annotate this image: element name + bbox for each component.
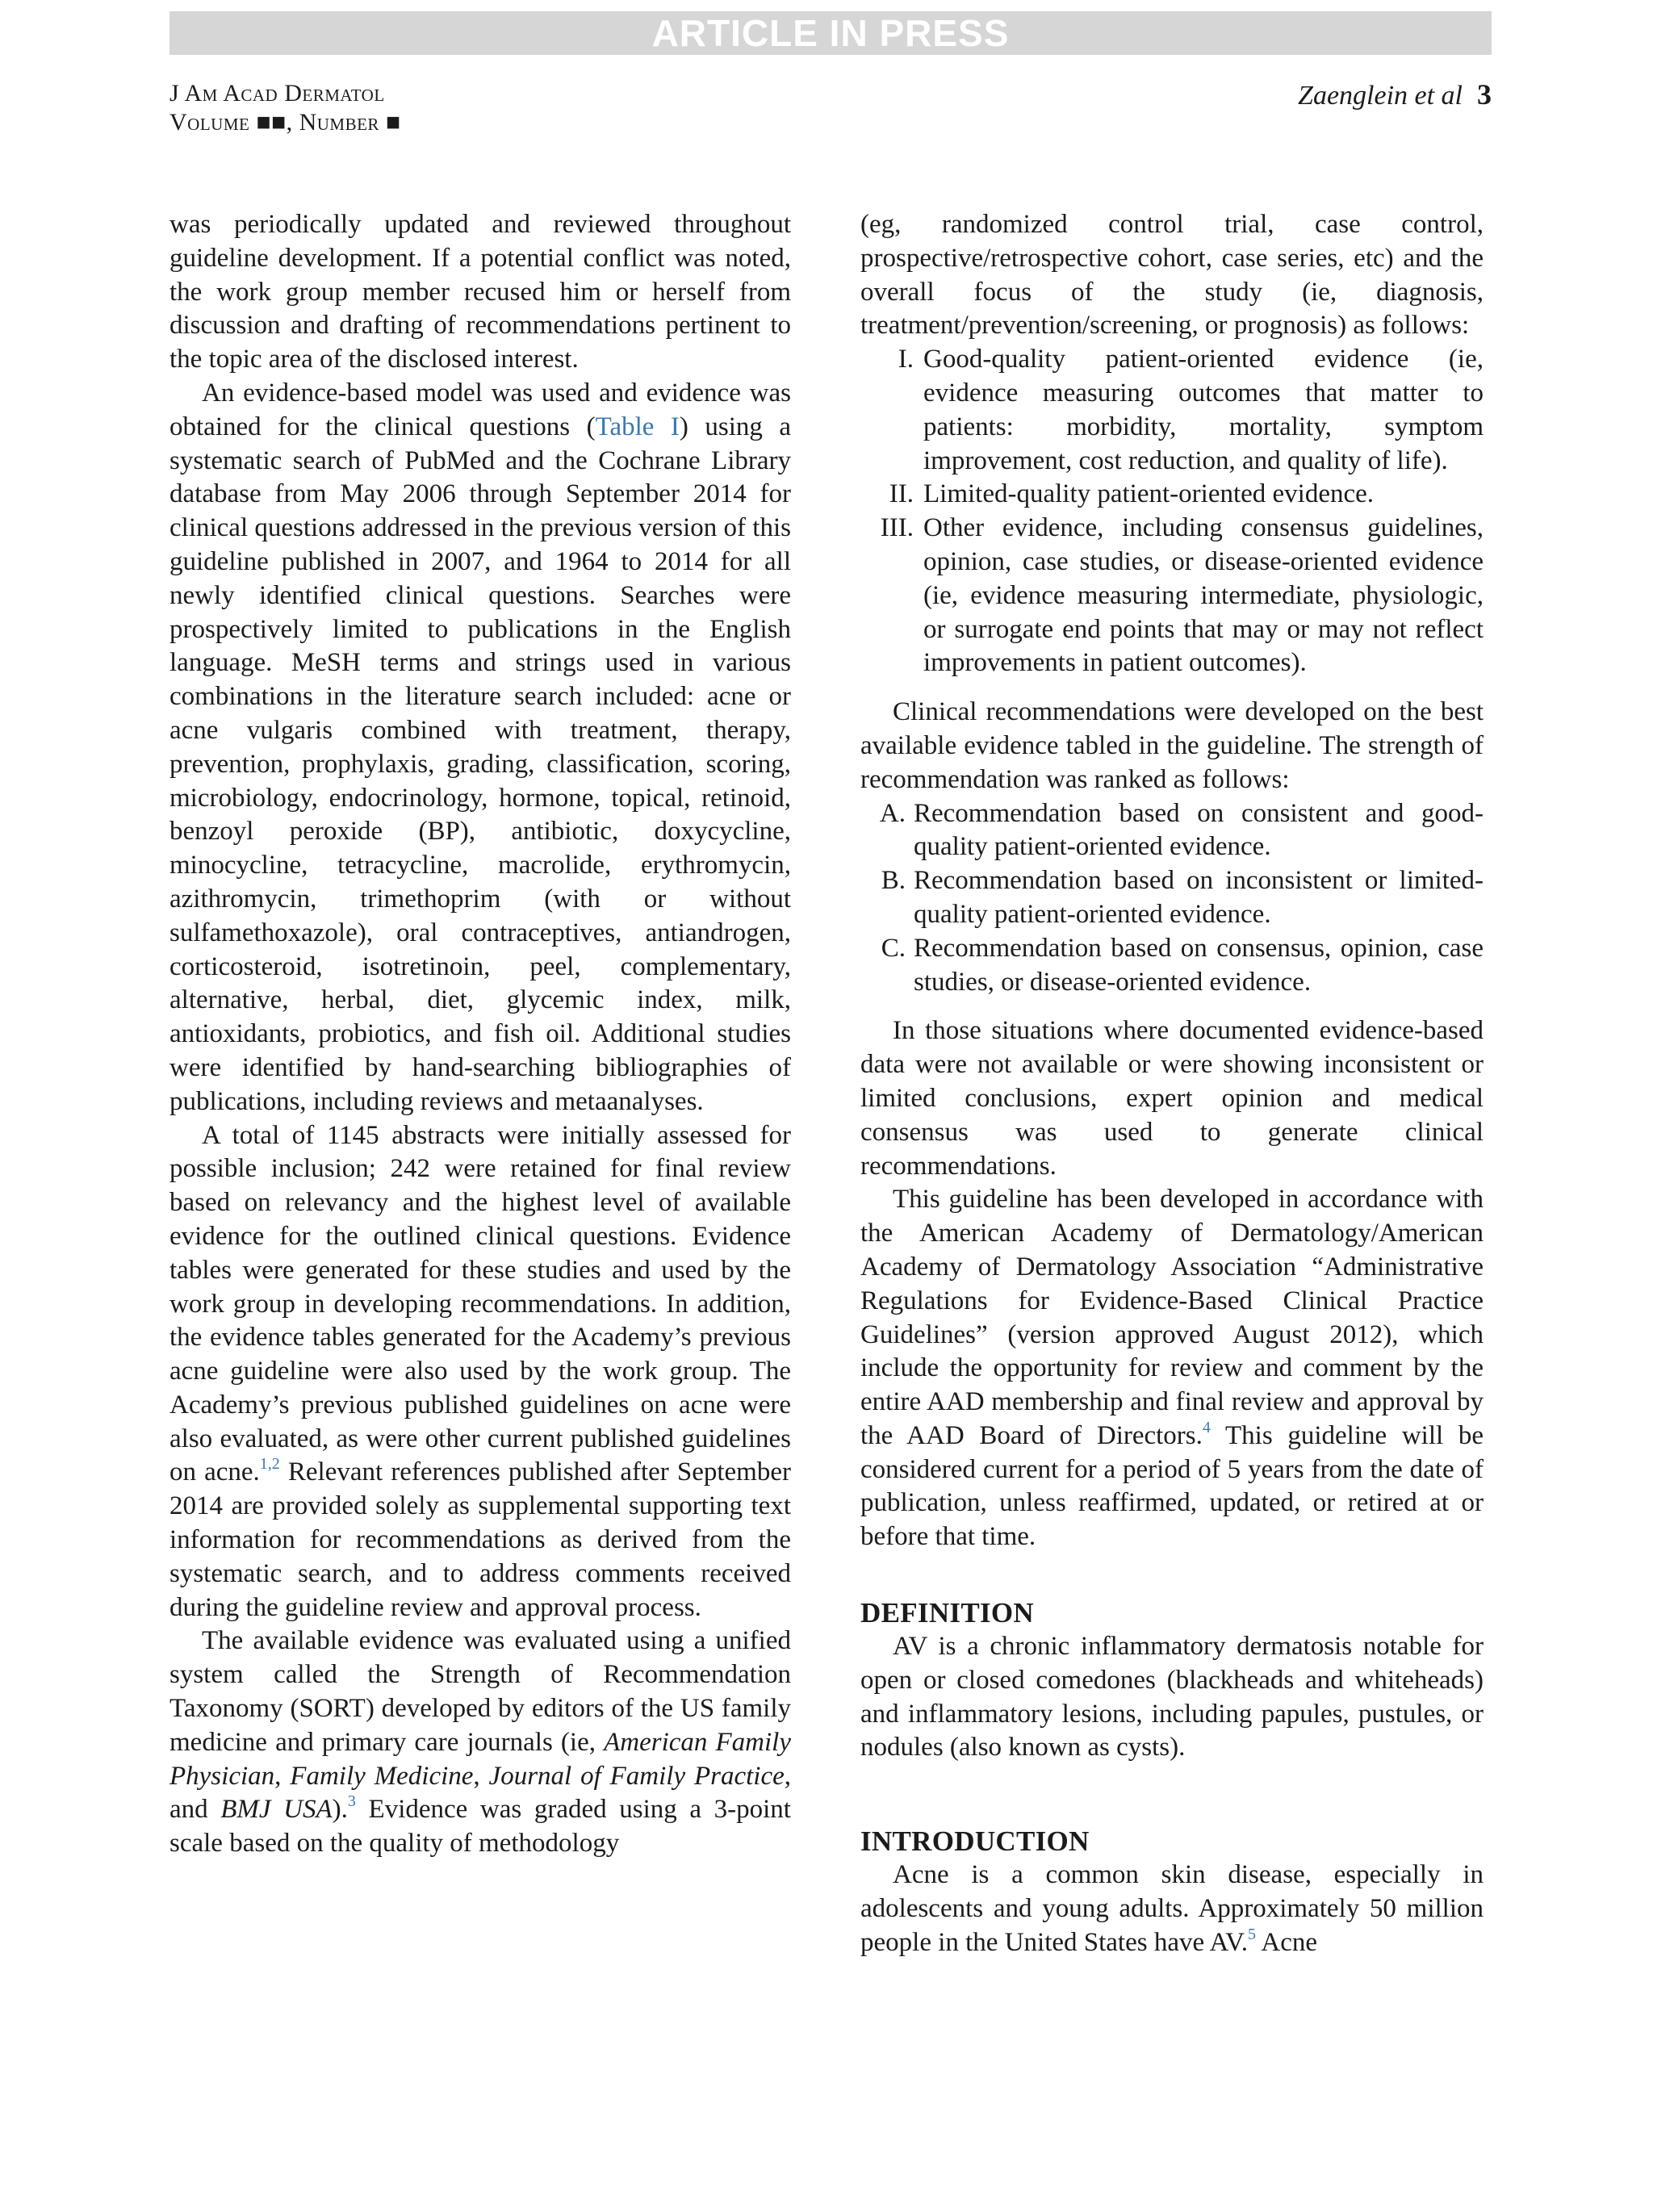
text: Evidence was graded using a 3-point scale based on the quality of methodology bbox=[169, 1795, 791, 1859]
evidence-levels-list bbox=[860, 343, 1484, 680]
list-text: Limited-quality patient-oriented evidence. bbox=[923, 479, 1375, 509]
list-marker: II. bbox=[889, 479, 914, 509]
text: ) using a systematic search of PubMed and the Cochrane Library database from May 2006 through September 2014 for clinical questions addressed in the previous version of this guideline published in 2007, and 1964 to 2014 for all newly identified clinical questions. Searches were prospectively limited to publications in the English language. MeSH terms and strings used in various combinations in the literature search included: acne or acne vulgaris combined with treatment, therapy, prevention, prophylaxis, grading, classification, scoring, microbiology, endocrinology, hormone, topical, retinoid, benzoyl peroxide (BP), antibiotic, doxycycline, minocycline, tetracycline, macrolide, erythromycin, azithromycin, trimethoprim (with or without sulfamethoxazole), oral contraceptives, antiandrogen, corticosteroid, isotretinoin, peel, complementary, alternative, herbal, diet, glycemic index, milk, antioxidants, probiotics, and fish oil. Additional studies were identified by hand-searching bibliographies of publications, including reviews and metaanalyses. bbox=[169, 412, 791, 1116]
text: An evidence-based model was used and evidence was obtained for the clinical questions ( bbox=[169, 378, 791, 441]
page-number: 3 bbox=[1477, 78, 1492, 111]
list-marker: B. bbox=[881, 866, 906, 896]
list-marker: III. bbox=[880, 513, 914, 543]
table-i-link[interactable]: Table I bbox=[595, 412, 680, 441]
text: , bbox=[473, 1761, 489, 1791]
list-item bbox=[860, 932, 1484, 1000]
paragraph-introduction bbox=[860, 1859, 1484, 1959]
citation-3[interactable]: 3 bbox=[347, 1792, 356, 1811]
paragraph-study-design: (eg, randomized control trial, case control, prospective/retrospective cohort, case series, etc) and the overall focus of the study (ie, diagnosis, treatment/prevention/screening, or prognosis) as follows: bbox=[860, 210, 1484, 341]
list-text: Good-quality patient-oriented evidence (ie, evidence measuring outcomes that matter to patients: morbidity, mortality, symptom improvement, cost reduction, and quality of life). bbox=[923, 345, 1484, 475]
list-marker: A. bbox=[879, 798, 906, 828]
paragraph-expert-opinion: In those situations where documented evidence-based data were not available or were showing inconsistent or limited conclusions, expert opinion and medical consensus was used to generate clinical recommendations. bbox=[860, 1016, 1484, 1181]
list-marker: I. bbox=[898, 345, 914, 374]
text: Relevant references published after September 2014 are provided solely as supplemental supporting text information for recommendations as derived from the systematic search, and to address comments received during the guideline review and approval process. bbox=[169, 1457, 791, 1622]
text: A total of 1145 abstracts were initially assessed for possible inclusion; 242 were retained for final review based on relevancy and the highest level of available evidence for the outlined clinical questions. Evidence tables were generated for these studies and used by the work group in developing recommendations. In addition, the evidence tables generated for the Academy’s previous acne guideline were also used by the work group. The Academy’s previous published guidelines on acne were also evaluated, as were other current published guidelines on acne. bbox=[169, 1120, 791, 1487]
text: Acne bbox=[1255, 1927, 1318, 1957]
journal-title: American Family Physician bbox=[169, 1727, 791, 1791]
list-marker: C. bbox=[881, 933, 906, 963]
heading-definition: DEFINITION bbox=[860, 1597, 1034, 1629]
paragraph-aad-regulations bbox=[860, 1183, 1484, 1554]
left-column bbox=[169, 208, 791, 1861]
list-item bbox=[860, 512, 1484, 680]
paragraph-conflict: was periodically updated and reviewed throughout guideline development. If a potential conflict was noted, the work group member recused him or herself from discussion and drafting of recommendations pertinent to the topic area of the disclosed interest. bbox=[169, 210, 791, 374]
article-in-press-banner: ARTICLE IN PRESS bbox=[169, 11, 1492, 55]
list-item bbox=[860, 343, 1484, 478]
list-item bbox=[860, 797, 1484, 865]
citation-4[interactable]: 4 bbox=[1202, 1418, 1211, 1436]
paragraph-definition: AV is a chronic inflammatory dermatosis notable for open or closed comedones (blackheads and whiteheads) and inflammatory lesions, including papules, pustules, or nodules (also known as cysts). bbox=[860, 1632, 1484, 1762]
paragraph-abstracts bbox=[169, 1119, 791, 1625]
list-item bbox=[860, 478, 1484, 512]
paragraph-sort bbox=[169, 1625, 791, 1861]
author-name: Zaenglein et al bbox=[1298, 81, 1463, 111]
text: , bbox=[274, 1761, 291, 1791]
running-header-author bbox=[1298, 77, 1492, 111]
right-column bbox=[860, 208, 1484, 1960]
paragraph-search-method bbox=[169, 377, 791, 1119]
text: ). bbox=[332, 1795, 348, 1825]
running-header-journal bbox=[169, 79, 401, 137]
journal-title: Journal of Family Practice bbox=[488, 1761, 785, 1791]
journal-title: BMJ USA bbox=[220, 1795, 333, 1825]
list-text: Other evidence, including consensus guidelines, opinion, case studies, or disease-oriented evidence (ie, evidence measuring intermediate, physiologic, or surrogate end points that may or may not reflect improvements in patient outcomes). bbox=[923, 513, 1484, 678]
journal-name: J Am Acad Dermatol bbox=[169, 80, 385, 107]
journal-volume: Volume ■■, Number ■ bbox=[169, 109, 401, 136]
list-text: Recommendation based on inconsistent or limited-quality patient-oriented evidence. bbox=[914, 866, 1484, 929]
text: This guideline will be considered current for a period of 5 years from the date of publication, unless reaffirmed, updated, or retired at or before that time. bbox=[860, 1420, 1484, 1552]
list-item bbox=[860, 864, 1484, 932]
heading-introduction: INTRODUCTION bbox=[860, 1825, 1090, 1858]
journal-title: Family Medicine bbox=[290, 1761, 474, 1791]
text: , and bbox=[169, 1761, 792, 1825]
list-text: Recommendation based on consistent and good-quality patient-oriented evidence. bbox=[914, 798, 1484, 862]
citation-1-2[interactable]: 1,2 bbox=[259, 1455, 280, 1474]
text: This guideline has been developed in accordance with the American Academy of Dermatology/American Academy of Dermatology Association “Administrative Regulations for Evidence-Based Clinical Practice Guidelines” (version approved August 2012), which include the opportunity for review and comment by the entire AAD membership and final review and approval by the AAD Board of Directors. bbox=[860, 1185, 1484, 1450]
text: The available evidence was evaluated using a unified system called the Strength of Recommendation Taxonomy (SORT) developed by editors of the US family medicine and primary care journals (ie, bbox=[169, 1626, 791, 1757]
citation-5[interactable]: 5 bbox=[1247, 1925, 1256, 1943]
text: Acne is a common skin disease, especially in adolescents and young adults. Approximately 50 million people in the United States have AV. bbox=[860, 1860, 1484, 1957]
list-text: Recommendation based on consensus, opinion, case studies, or disease-oriented evidence. bbox=[914, 933, 1484, 997]
recommendation-strength-list bbox=[860, 797, 1484, 1000]
paragraph-recommendations: Clinical recommendations were developed on the best available evidence tabled in the guideline. The strength of recommendation was ranked as follows: bbox=[860, 697, 1484, 794]
